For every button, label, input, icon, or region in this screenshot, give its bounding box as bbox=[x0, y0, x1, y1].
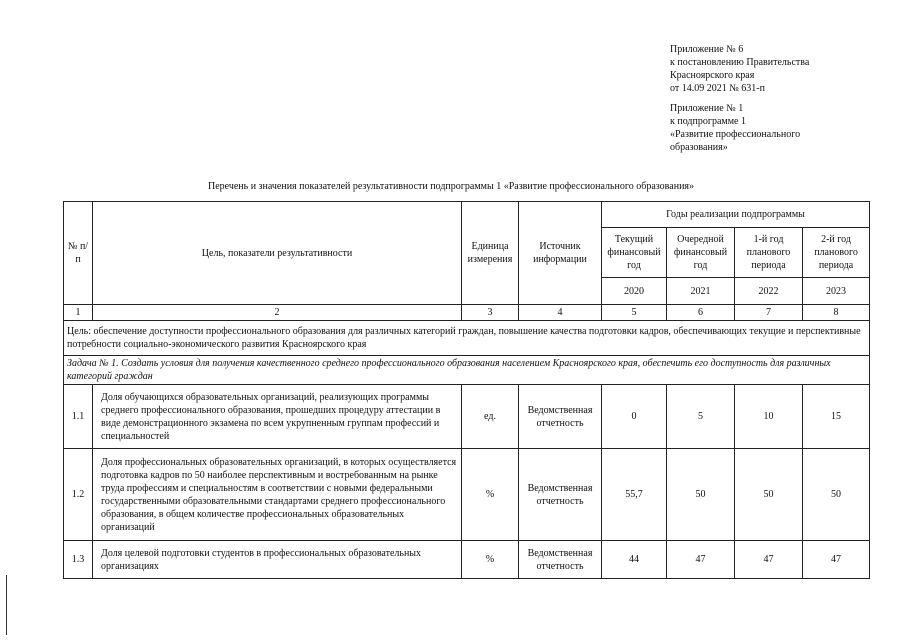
table-row bbox=[64, 385, 870, 449]
col-number: 8 bbox=[803, 305, 870, 321]
value-2020: 44 bbox=[602, 541, 667, 579]
header-year-2020: 2020 bbox=[602, 278, 667, 305]
indicator-unit: ед. bbox=[462, 385, 519, 449]
indicator-name: Доля профессиональных образовательных организаций, в которых осуществляется подготовка кадров по 50 наиболее перспективным и востребованным на рынке труда профессиям и специальностям в соответствии с новыми федеральными государственными образовательными стандартами среднего профессионального образования, в общем количестве профессиональных образовательных организаций bbox=[93, 449, 462, 541]
col-number: 1 bbox=[64, 305, 93, 321]
appendix6-line1: Приложение № 6 bbox=[670, 44, 744, 55]
header-year-2022: 2022 bbox=[735, 278, 803, 305]
header-num: № п/п bbox=[64, 202, 93, 305]
indicator-unit: % bbox=[462, 541, 519, 579]
task-row: Задача № 1. Создать условия для получения качественного среднего профессионального образования населением Красноярского края, обеспечить его доступность для различных категорий граждан bbox=[64, 356, 870, 385]
value-2020: 0 bbox=[602, 385, 667, 449]
header-unit: Единица измерения bbox=[462, 202, 519, 305]
header-year-2021: 2021 bbox=[667, 278, 735, 305]
header-plan-year-2: 2-й год планового периода bbox=[803, 228, 870, 278]
value-2023: 15 bbox=[803, 385, 870, 449]
appendix1-line1: Приложение № 1 bbox=[670, 103, 744, 114]
header-next-year: Очередной финансовый год bbox=[667, 228, 735, 278]
appendix6-line2: к постановлению Правительства bbox=[670, 57, 810, 68]
value-2022: 47 bbox=[735, 541, 803, 579]
value-2021: 50 bbox=[667, 449, 735, 541]
value-2021: 47 bbox=[667, 541, 735, 579]
goal-row: Цель: обеспечение доступности профессионального образования для различных категорий граждан, повышение качества подготовки кадров, обеспечивающих текущие и перспективные потребности социально-экономического развития Красноярского края bbox=[64, 321, 870, 356]
indicator-name: Доля целевой подготовки студентов в профессиональных образовательных организациях bbox=[93, 541, 462, 579]
indicator-name: Доля обучающихся образовательных организаций, реализующих программы среднего профессионального образования, прошедших процедуру аттестации в виде демонстрационного экзамена по всем укрупненным группам профессий и специальностей bbox=[93, 385, 462, 449]
appendix1-line4: образования» bbox=[670, 142, 728, 153]
column-number-row bbox=[64, 305, 870, 321]
indicator-source: Ведомственная отчетность bbox=[519, 541, 602, 579]
header-years-group: Годы реализации подпрограммы bbox=[602, 202, 870, 228]
row-num: 1.1 bbox=[64, 385, 93, 449]
col-number: 2 bbox=[93, 305, 462, 321]
appendix-header bbox=[670, 43, 890, 154]
value-2023: 50 bbox=[803, 449, 870, 541]
col-number: 3 bbox=[462, 305, 519, 321]
value-2020: 55,7 bbox=[602, 449, 667, 541]
appendix6-line3: Красноярского края bbox=[670, 70, 755, 81]
indicator-source: Ведомственная отчетность bbox=[519, 449, 602, 541]
value-2022: 10 bbox=[735, 385, 803, 449]
col-number: 5 bbox=[602, 305, 667, 321]
header-current-year: Текущий финансовый год bbox=[602, 228, 667, 278]
scan-edge-line bbox=[6, 575, 7, 635]
indicator-unit: % bbox=[462, 449, 519, 541]
header-goal: Цель, показатели результативности bbox=[93, 202, 462, 305]
appendix1-line2: к подпрограмме 1 bbox=[670, 116, 746, 127]
row-num: 1.3 bbox=[64, 541, 93, 579]
value-2022: 50 bbox=[735, 449, 803, 541]
indicator-source: Ведомственная отчетность bbox=[519, 385, 602, 449]
header-source: Источник информации bbox=[519, 202, 602, 305]
indicators-table bbox=[63, 201, 870, 579]
header-year-2023: 2023 bbox=[803, 278, 870, 305]
table-row bbox=[64, 541, 870, 579]
header-plan-year-1: 1-й год планового периода bbox=[735, 228, 803, 278]
appendix1-line3: «Развитие профессионального bbox=[670, 129, 801, 140]
document-title: Перечень и значения показателей результативности подпрограммы 1 «Развитие профессионального образования» bbox=[207, 181, 695, 192]
table-row bbox=[64, 449, 870, 541]
col-number: 7 bbox=[735, 305, 803, 321]
col-number: 4 bbox=[519, 305, 602, 321]
col-number: 6 bbox=[667, 305, 735, 321]
value-2021: 5 bbox=[667, 385, 735, 449]
row-num: 1.2 bbox=[64, 449, 93, 541]
value-2023: 47 bbox=[803, 541, 870, 579]
appendix6-line4: от 14.09 2021 № 631-п bbox=[670, 83, 765, 94]
